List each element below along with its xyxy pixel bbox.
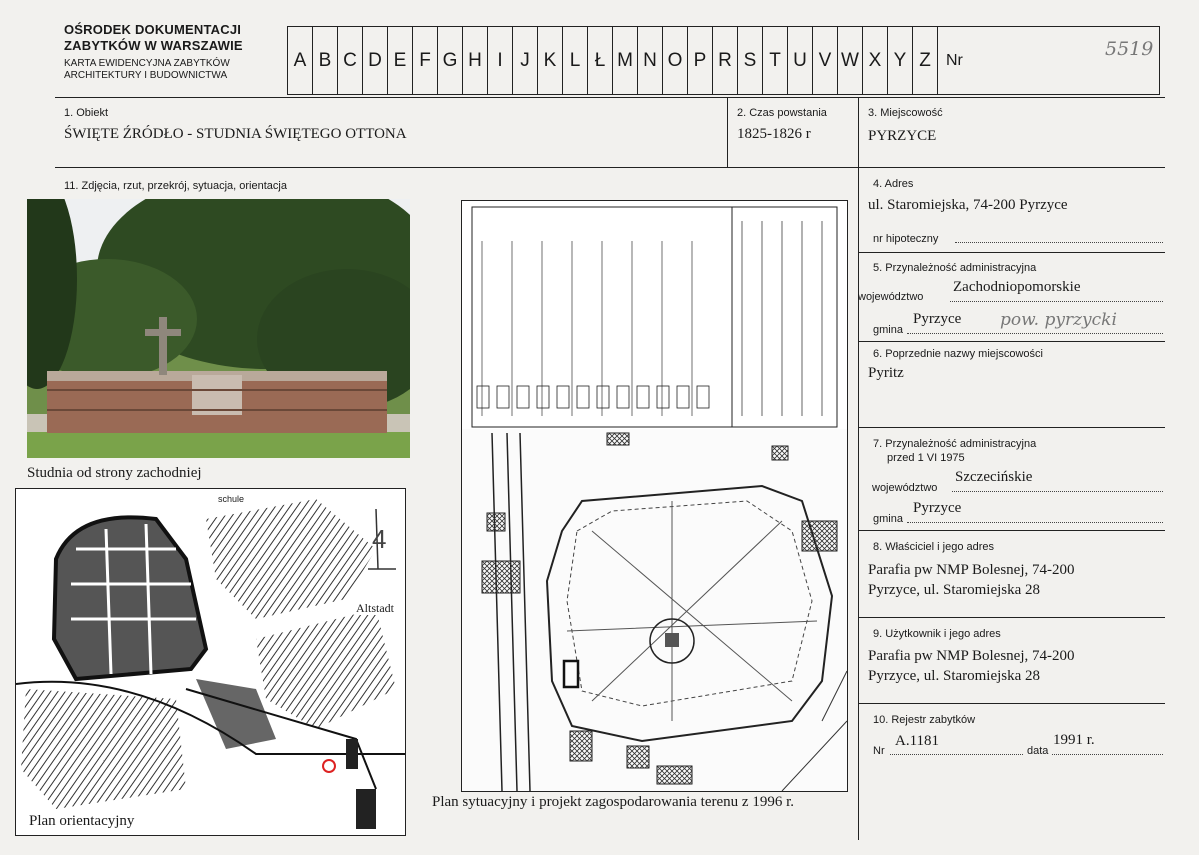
letter-cell: J <box>513 27 538 94</box>
locality-label: 3. Miejscowość <box>868 107 943 119</box>
object-label: 1. Obiekt <box>64 107 109 119</box>
letter-cell: W <box>838 27 863 94</box>
letter-cell: B <box>313 27 338 94</box>
divider <box>858 703 1165 704</box>
letter-cell: H <box>463 27 488 94</box>
register-nr-line <box>890 754 1023 755</box>
date-label: 2. Czas powstania <box>737 107 827 119</box>
letter-cell: M <box>613 27 638 94</box>
divider <box>727 97 728 167</box>
admin-label: 5. Przynależność administracyjna <box>873 262 1037 274</box>
voivodeship-label: województwo <box>858 291 924 303</box>
register-label: 10. Rejestr zabytków <box>873 714 976 726</box>
commune-handwritten: pow. pyrzycki <box>1000 310 1117 330</box>
commune-before-label: gmina <box>873 513 903 525</box>
locality-value: PYRZYCE <box>868 128 937 144</box>
map-label-number: 4 <box>372 524 387 554</box>
admin-before-label: 7. Przynależność administracyjna <box>873 438 1037 450</box>
letter-cell: Z <box>913 27 938 94</box>
mortgage-label: nr hipoteczny <box>873 233 939 245</box>
user-line1: Parafia pw NMP Bolesnej, 74-200 <box>868 648 1075 664</box>
commune-before-value: Pyrzyce <box>913 500 962 516</box>
photo-caption: Studnia od strony zachodniej <box>27 465 202 481</box>
map-caption: Plan orientacyjny <box>29 813 135 829</box>
user-line2: Pyrzyce, ul. Staromiejska 28 <box>868 668 1041 684</box>
letter-cell: K <box>538 27 563 94</box>
divider <box>858 427 1165 428</box>
divider <box>858 252 1165 253</box>
map-label-schule: schule <box>218 494 245 504</box>
mortgage-line <box>955 242 1163 243</box>
card-type: KARTA EWIDENCYJNA ZABYTKÓW ARCHITEKTURY I BUDOWNICTWA <box>64 58 230 81</box>
register-date-value: 1991 r. <box>1053 732 1095 748</box>
letter-cell: E <box>388 27 413 94</box>
register-nr-label: Nr <box>873 745 885 757</box>
divider <box>858 97 859 840</box>
letter-cell: C <box>338 27 363 94</box>
register-date-line <box>1052 754 1163 755</box>
letter-cell: O <box>663 27 688 94</box>
owner-line1: Parafia pw NMP Bolesnej, 74-200 <box>868 562 1075 578</box>
owner-line2: Pyrzyce, ul. Staromiejska 28 <box>868 582 1041 598</box>
handwritten-number: 5519 <box>1105 38 1154 60</box>
letter-cell: U <box>788 27 813 94</box>
letter-cell: X <box>863 27 888 94</box>
divider <box>55 97 1165 98</box>
letter-cell: I <box>488 27 513 94</box>
letter-cell: N <box>638 27 663 94</box>
letter-cell: P <box>688 27 713 94</box>
map-label-altstadt: Altstadt <box>356 601 394 615</box>
nr-cell: Nr <box>938 27 1160 94</box>
commune-label: gmina <box>873 324 903 336</box>
commune-line <box>907 333 1163 334</box>
former-names-label: 6. Poprzednie nazwy miejscowości <box>873 348 1043 360</box>
letter-cell: A <box>288 27 313 94</box>
letter-cell: Y <box>888 27 913 94</box>
voivodeship-value: Zachodniopomorskie <box>953 279 1081 295</box>
letter-cell: T <box>763 27 788 94</box>
site-plan-drawing <box>462 201 847 791</box>
divider <box>858 530 1165 531</box>
admin-before-date: przed 1 VI 1975 <box>887 452 965 464</box>
user-label: 9. Użytkownik i jego adres <box>873 628 1001 640</box>
voivodeship-before-label: województwo <box>872 482 938 494</box>
letter-cell: V <box>813 27 838 94</box>
commune-before-line <box>907 522 1163 523</box>
orientation-map-drawing <box>16 489 405 835</box>
letter-cell: R <box>713 27 738 94</box>
section-11-label: 11. Zdjęcia, rzut, przekrój, sytuacja, orientacja <box>64 180 287 192</box>
well-photo-image <box>27 199 410 458</box>
orientation-map <box>15 488 406 836</box>
letter-cell: G <box>438 27 463 94</box>
divider <box>858 341 1165 342</box>
divider <box>858 617 1165 618</box>
letter-cell: L <box>563 27 588 94</box>
voivodeship-before-value: Szczecińskie <box>955 469 1033 485</box>
alphabet-index <box>287 26 1160 95</box>
register-nr-value: A.1181 <box>895 733 940 749</box>
date-value: 1825-1826 r <box>737 126 811 142</box>
site-plan <box>461 200 848 792</box>
letter-cell: S <box>738 27 763 94</box>
institution-name: OŚRODEK DOKUMENTACJI ZABYTKÓW W WARSZAWIE <box>64 22 243 53</box>
letter-cell: F <box>413 27 438 94</box>
register-date-label: data <box>1027 745 1049 757</box>
letter-cell: D <box>363 27 388 94</box>
letter-cell: Ł <box>588 27 613 94</box>
plan-caption: Plan sytuacyjny i projekt zagospodarowania terenu z 1996 r. <box>432 794 794 810</box>
voivodeship-before-line <box>952 491 1163 492</box>
address-value: ul. Staromiejska, 74-200 Pyrzyce <box>868 197 1068 213</box>
former-names-value: Pyritz <box>868 365 904 381</box>
voivodeship-line <box>950 301 1163 302</box>
address-label: 4. Adres <box>873 178 914 190</box>
divider <box>55 167 1165 168</box>
owner-label: 8. Właściciel i jego adres <box>873 541 995 553</box>
commune-value: Pyrzyce <box>913 311 962 327</box>
object-value: ŚWIĘTE ŹRÓDŁO - STUDNIA ŚWIĘTEGO OTTONA <box>64 126 407 142</box>
well-photo <box>27 199 410 458</box>
